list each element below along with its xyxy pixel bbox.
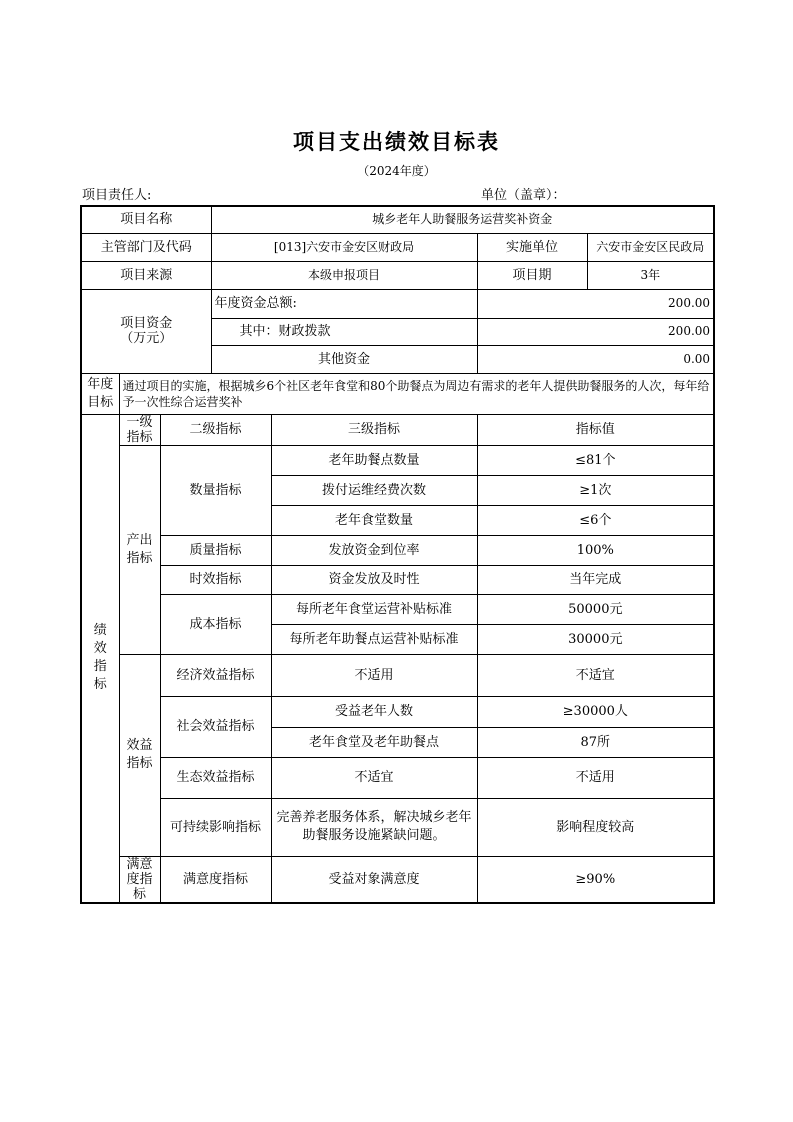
benefit-label bbox=[119, 654, 160, 856]
project-name-label: 项目名称 bbox=[81, 206, 211, 233]
funds-fiscal-value: 200.00 bbox=[477, 318, 714, 345]
row-source bbox=[81, 261, 714, 289]
indicator-name: 不适用 bbox=[271, 654, 477, 696]
row-indicator bbox=[81, 757, 714, 798]
goal-label-line2: 目标 bbox=[87, 394, 114, 410]
indicator-name: 老年助餐点数量 bbox=[271, 445, 477, 475]
row-indicator bbox=[81, 798, 714, 856]
indicator-name: 拨付运维经费次数 bbox=[271, 475, 477, 505]
indicator-value: 影响程度较高 bbox=[477, 798, 714, 856]
funds-total-value: 200.00 bbox=[477, 289, 714, 318]
indicator-value: 50000元 bbox=[477, 594, 714, 624]
project-name-value: 城乡老年人助餐服务运营奖补资金 bbox=[211, 206, 714, 233]
satisfaction-level1-label bbox=[119, 856, 160, 903]
indicator-value: 100% bbox=[477, 535, 714, 565]
dept-value: [013]六安市金安区财政局 bbox=[211, 233, 477, 261]
row-indicator bbox=[81, 565, 714, 594]
quality-label: 质量指标 bbox=[160, 535, 271, 565]
cost-label: 成本指标 bbox=[160, 594, 271, 654]
indicator-value: 不适用 bbox=[477, 757, 714, 798]
row-indicator bbox=[81, 445, 714, 475]
page-title: 项目支出绩效目标表 bbox=[293, 129, 500, 154]
row-annual-goal bbox=[81, 373, 714, 414]
source-label: 项目来源 bbox=[81, 261, 211, 289]
funds-other-label: 其他资金 bbox=[211, 345, 477, 373]
indicator-value: 不适宜 bbox=[477, 654, 714, 696]
indicator-value: ≥30000人 bbox=[477, 696, 714, 727]
quantity-label: 数量指标 bbox=[160, 445, 271, 535]
indicator-value: ≤81个 bbox=[477, 445, 714, 475]
indicator-name: 不适宜 bbox=[271, 757, 477, 798]
indicator-value: ≥90% bbox=[477, 856, 714, 903]
funds-other-value: 0.00 bbox=[477, 345, 714, 373]
col-level2: 二级指标 bbox=[160, 414, 271, 445]
row-indicator bbox=[81, 856, 714, 903]
dept-label: 主管部门及代码 bbox=[81, 233, 211, 261]
row-indicator bbox=[81, 696, 714, 727]
unit-seal-label: 单位（盖章）： bbox=[481, 188, 566, 203]
satisfaction-label: 满意度指标 bbox=[160, 856, 271, 903]
row-perf-header bbox=[81, 414, 714, 445]
indicator-name: 老年食堂数量 bbox=[271, 505, 477, 535]
funds-label bbox=[81, 289, 211, 373]
row-indicator bbox=[81, 594, 714, 624]
indicator-value: ≥1次 bbox=[477, 475, 714, 505]
benefit-label-text: 效益指标 bbox=[126, 738, 153, 771]
indicator-name: 受益老年人数 bbox=[271, 696, 477, 727]
col-level1-text: 一级指标 bbox=[126, 414, 153, 445]
row-funds-total bbox=[81, 289, 714, 318]
impl-unit-value: 六安市金安区民政局 bbox=[587, 233, 714, 261]
indicator-value: 87所 bbox=[477, 727, 714, 757]
col-level1 bbox=[119, 414, 160, 445]
indicator-value: ≤6个 bbox=[477, 505, 714, 535]
indicator-name: 资金发放及时性 bbox=[271, 565, 477, 594]
indicator-name: 每所老年助餐点运营补贴标准 bbox=[271, 624, 477, 654]
indicator-name: 发放资金到位率 bbox=[271, 535, 477, 565]
period-label: 项目期 bbox=[477, 261, 587, 289]
funds-total-label: 年度资金总额: bbox=[211, 289, 477, 318]
indicator-name: 受益对象满意度 bbox=[271, 856, 477, 903]
sustainable-label: 可持续影响指标 bbox=[160, 798, 271, 856]
goal-text: 通过项目的实施，根据城乡6个社区老年食堂和80个助餐点为周边有需求的老年人提供助餐服务的人次，每年给予一次性综合运营奖补 bbox=[119, 373, 714, 414]
col-value: 指标值 bbox=[477, 414, 714, 445]
year-label: （2024年度） bbox=[357, 164, 436, 178]
satisfaction-level1-text: 满意度指标 bbox=[126, 856, 153, 902]
funds-label-line2: （万元） bbox=[120, 331, 173, 346]
row-indicator bbox=[81, 654, 714, 696]
output-label-text: 产出指标 bbox=[126, 532, 153, 566]
funds-fiscal-label: 其中：财政拨款 bbox=[211, 318, 477, 345]
indicator-name: 每所老年食堂运营补贴标准 bbox=[271, 594, 477, 624]
timeliness-label: 时效指标 bbox=[160, 565, 271, 594]
indicator-name: 老年食堂及老年助餐点 bbox=[271, 727, 477, 757]
indicator-value: 30000元 bbox=[477, 624, 714, 654]
indicator-name: 完善养老服务体系，解决城乡老年助餐服务设施紧缺问题。 bbox=[271, 798, 477, 856]
perf-label bbox=[81, 414, 119, 903]
row-indicator bbox=[81, 535, 714, 565]
period-value: 3年 bbox=[587, 261, 714, 289]
source-value: 本级申报项目 bbox=[211, 261, 477, 289]
col-level3: 三级指标 bbox=[271, 414, 477, 445]
goal-label-line1: 年度 bbox=[87, 376, 114, 392]
ecological-label: 生态效益指标 bbox=[160, 757, 271, 798]
funds-label-line1: 项目资金 bbox=[120, 316, 173, 331]
indicator-value: 当年完成 bbox=[477, 565, 714, 594]
output-label bbox=[119, 445, 160, 654]
social-label: 社会效益指标 bbox=[160, 696, 271, 757]
performance-target-table bbox=[80, 205, 715, 904]
perf-label-text: 绩效指标 bbox=[93, 623, 107, 693]
row-department bbox=[81, 233, 714, 261]
economic-label: 经济效益指标 bbox=[160, 654, 271, 696]
impl-unit-label: 实施单位 bbox=[477, 233, 587, 261]
responsible-person-label: 项目责任人: bbox=[82, 188, 152, 203]
goal-label bbox=[81, 373, 119, 414]
row-project-name bbox=[81, 206, 714, 233]
